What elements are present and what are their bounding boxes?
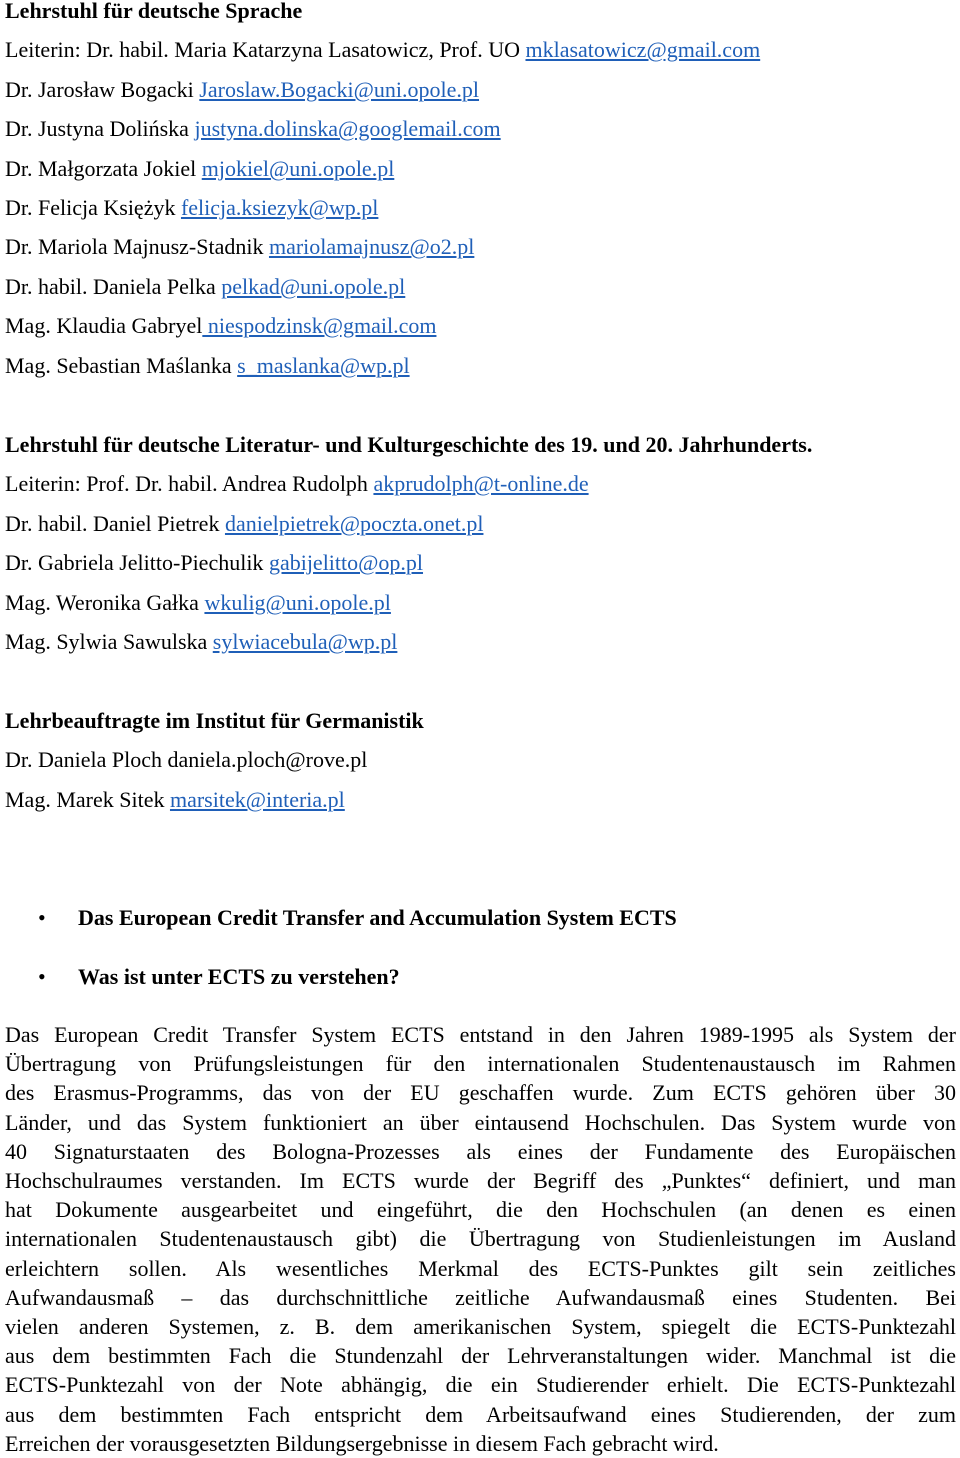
email-link[interactable]: justyna.dolinska@googlemail.com: [194, 116, 501, 141]
staff-name: Dr. Małgorzata Jokiel: [5, 156, 202, 181]
staff-name: Mag. Weronika Gałka: [5, 590, 205, 615]
staff-entry: [5, 511, 483, 537]
staff-entry: [5, 747, 367, 773]
staff-name: Dr. Mariola Majnusz-Stadnik: [5, 234, 269, 259]
email-link[interactable]: mklasatowicz@gmail.com: [525, 37, 761, 62]
email-link[interactable]: akprudolph@t-online.de: [373, 471, 589, 496]
email-link[interactable]: danielpietrek@poczta.onet.pl: [224, 511, 484, 536]
staff-name: Dr. habil. Daniel Pietrek: [5, 511, 225, 536]
staff-entry: [5, 234, 474, 260]
staff-entry: [5, 116, 501, 142]
bullet-icon: •: [38, 964, 46, 989]
staff-name: Dr. Daniela Ploch daniela.ploch@rove.pl: [5, 747, 368, 772]
staff-name: Dr. Justyna Dolińska: [5, 116, 195, 141]
email-link[interactable]: niespodzinsk@gmail.com: [202, 313, 437, 338]
bullet-item: [38, 905, 677, 931]
section-heading-deutsche-sprache: Lehrstuhl für deutsche Sprache: [5, 0, 303, 23]
paragraph-line: ECTS-Punktezahl von der Note abhängig, die ein Studierender erhielt. Die ECTS-Punktezahl: [5, 1372, 956, 1398]
paragraph-line: internationalen Studentenaustausch gibt) die Übertragung von Studienleistungen im Ausland: [5, 1226, 956, 1252]
email-link[interactable]: wkulig@uni.opole.pl: [204, 590, 391, 615]
bullet-item: [38, 964, 400, 990]
paragraph-line: aus dem bestimmten Fach die Stundenzahl der Lehrveranstaltungen wider. Manchmal ist die: [5, 1343, 956, 1369]
staff-entry: [5, 353, 410, 379]
staff-name: Dr. Jarosław Bogacki: [5, 77, 200, 102]
staff-entry: [5, 195, 378, 221]
email-link[interactable]: marsitek@interia.pl: [169, 787, 345, 812]
bullet-text: Was ist unter ECTS zu verstehen?: [78, 964, 400, 989]
staff-entry: [5, 550, 423, 576]
email-link[interactable]: s_maslanka@wp.pl: [237, 353, 410, 378]
bullet-icon: •: [38, 905, 46, 930]
paragraph-line: des Erasmus-Programms, das von der EU geschaffen wurde. Zum ECTS gehören über 30: [5, 1080, 956, 1106]
staff-entry: [5, 590, 391, 616]
staff-entry: [5, 156, 394, 182]
bullet-text: Das European Credit Transfer and Accumulation System ECTS: [78, 905, 677, 930]
email-link[interactable]: Jaroslaw.Bogacki@uni.opole.pl: [199, 77, 480, 102]
staff-name: Dr. Felicja Księżyk: [5, 195, 181, 220]
staff-entry: [5, 274, 405, 300]
staff-entry: [5, 77, 479, 103]
paragraph-line: erleichtern sollen. Als wesentliches Merkmal des ECTS-Punktes gilt sein zeitliches: [5, 1255, 956, 1281]
section-heading-lehrbeauftragte: Lehrbeauftragte im Institut für Germanistik: [5, 708, 424, 733]
staff-entry: [5, 313, 436, 339]
paragraph-line: Übertragung von Prüfungsleistungen für den internationalen Studentenaustausch im Rahmen: [5, 1051, 956, 1077]
email-link[interactable]: mjokiel@uni.opole.pl: [201, 156, 395, 181]
paragraph-line: Das European Credit Transfer System ECTS entstand in den Jahren 1989-1995 als System der: [5, 1022, 956, 1047]
staff-entry: [5, 471, 589, 497]
staff-entry: [5, 629, 397, 655]
staff-name: Leiterin: Prof. Dr. habil. Andrea Rudolph: [5, 471, 374, 496]
staff-name: Dr. Gabriela Jelitto-Piechulik: [5, 550, 269, 575]
paragraph-line: vielen anderen Systemen, z. B. dem amerikanischen System, spiegelt die ECTS-Punktezahl: [5, 1314, 956, 1340]
staff-name: Mag. Klaudia Gabryel: [5, 313, 203, 338]
email-link[interactable]: pelkad@uni.opole.pl: [221, 274, 406, 299]
section-heading-literatur: Lehrstuhl für deutsche Literatur- und Kulturgeschichte des 19. und 20. Jahrhunderts.: [5, 432, 813, 457]
paragraph-line: Aufwandausmaß – das durchschnittliche zeitliche Aufwandausmaß eines Studenten. Bei: [5, 1284, 956, 1310]
staff-name: Mag. Sebastian Maślanka: [5, 353, 238, 378]
paragraph-line: 40 Signaturstaaten des Bologna-Prozesses als eines der Fundamente des Europäischen: [5, 1138, 956, 1164]
paragraph-line: Länder, und das System funktioniert an über eintausend Hochschulen. Das System wurde von: [5, 1109, 956, 1135]
paragraph-line: hat Dokumente ausgearbeitet und eingeführt, die den Hochschulen (an denen es einen: [5, 1197, 956, 1223]
paragraph-line: Hochschulraumes verstanden. Im ECTS wurde der Begriff des „Punktes“ definiert, und man: [5, 1168, 956, 1194]
email-link[interactable]: felicja.ksiezyk@wp.pl: [180, 195, 379, 220]
email-link[interactable]: sylwiacebula@wp.pl: [212, 629, 398, 654]
staff-entry: [5, 37, 760, 63]
staff-name: Dr. habil. Daniela Pelka: [5, 274, 222, 299]
paragraph-line: Erreichen der vorausgesetzten Bildungsergebnisse in diesem Fach gebracht wird.: [5, 1430, 719, 1456]
email-link[interactable]: gabijelitto@op.pl: [268, 550, 424, 575]
staff-entry: [5, 787, 345, 813]
email-link[interactable]: mariolamajnusz@o2.pl: [268, 234, 475, 259]
staff-name: Mag. Marek Sitek: [5, 787, 170, 812]
paragraph-line: aus dem bestimmten Fach entspricht dem Arbeitsaufwand eines Studierenden, der zum: [5, 1401, 956, 1427]
staff-name: Leiterin: Dr. habil. Maria Katarzyna Lasatowicz, Prof. UO: [5, 37, 526, 62]
staff-name: Mag. Sylwia Sawulska: [5, 629, 213, 654]
ects-paragraph: [5, 1020, 956, 1458]
